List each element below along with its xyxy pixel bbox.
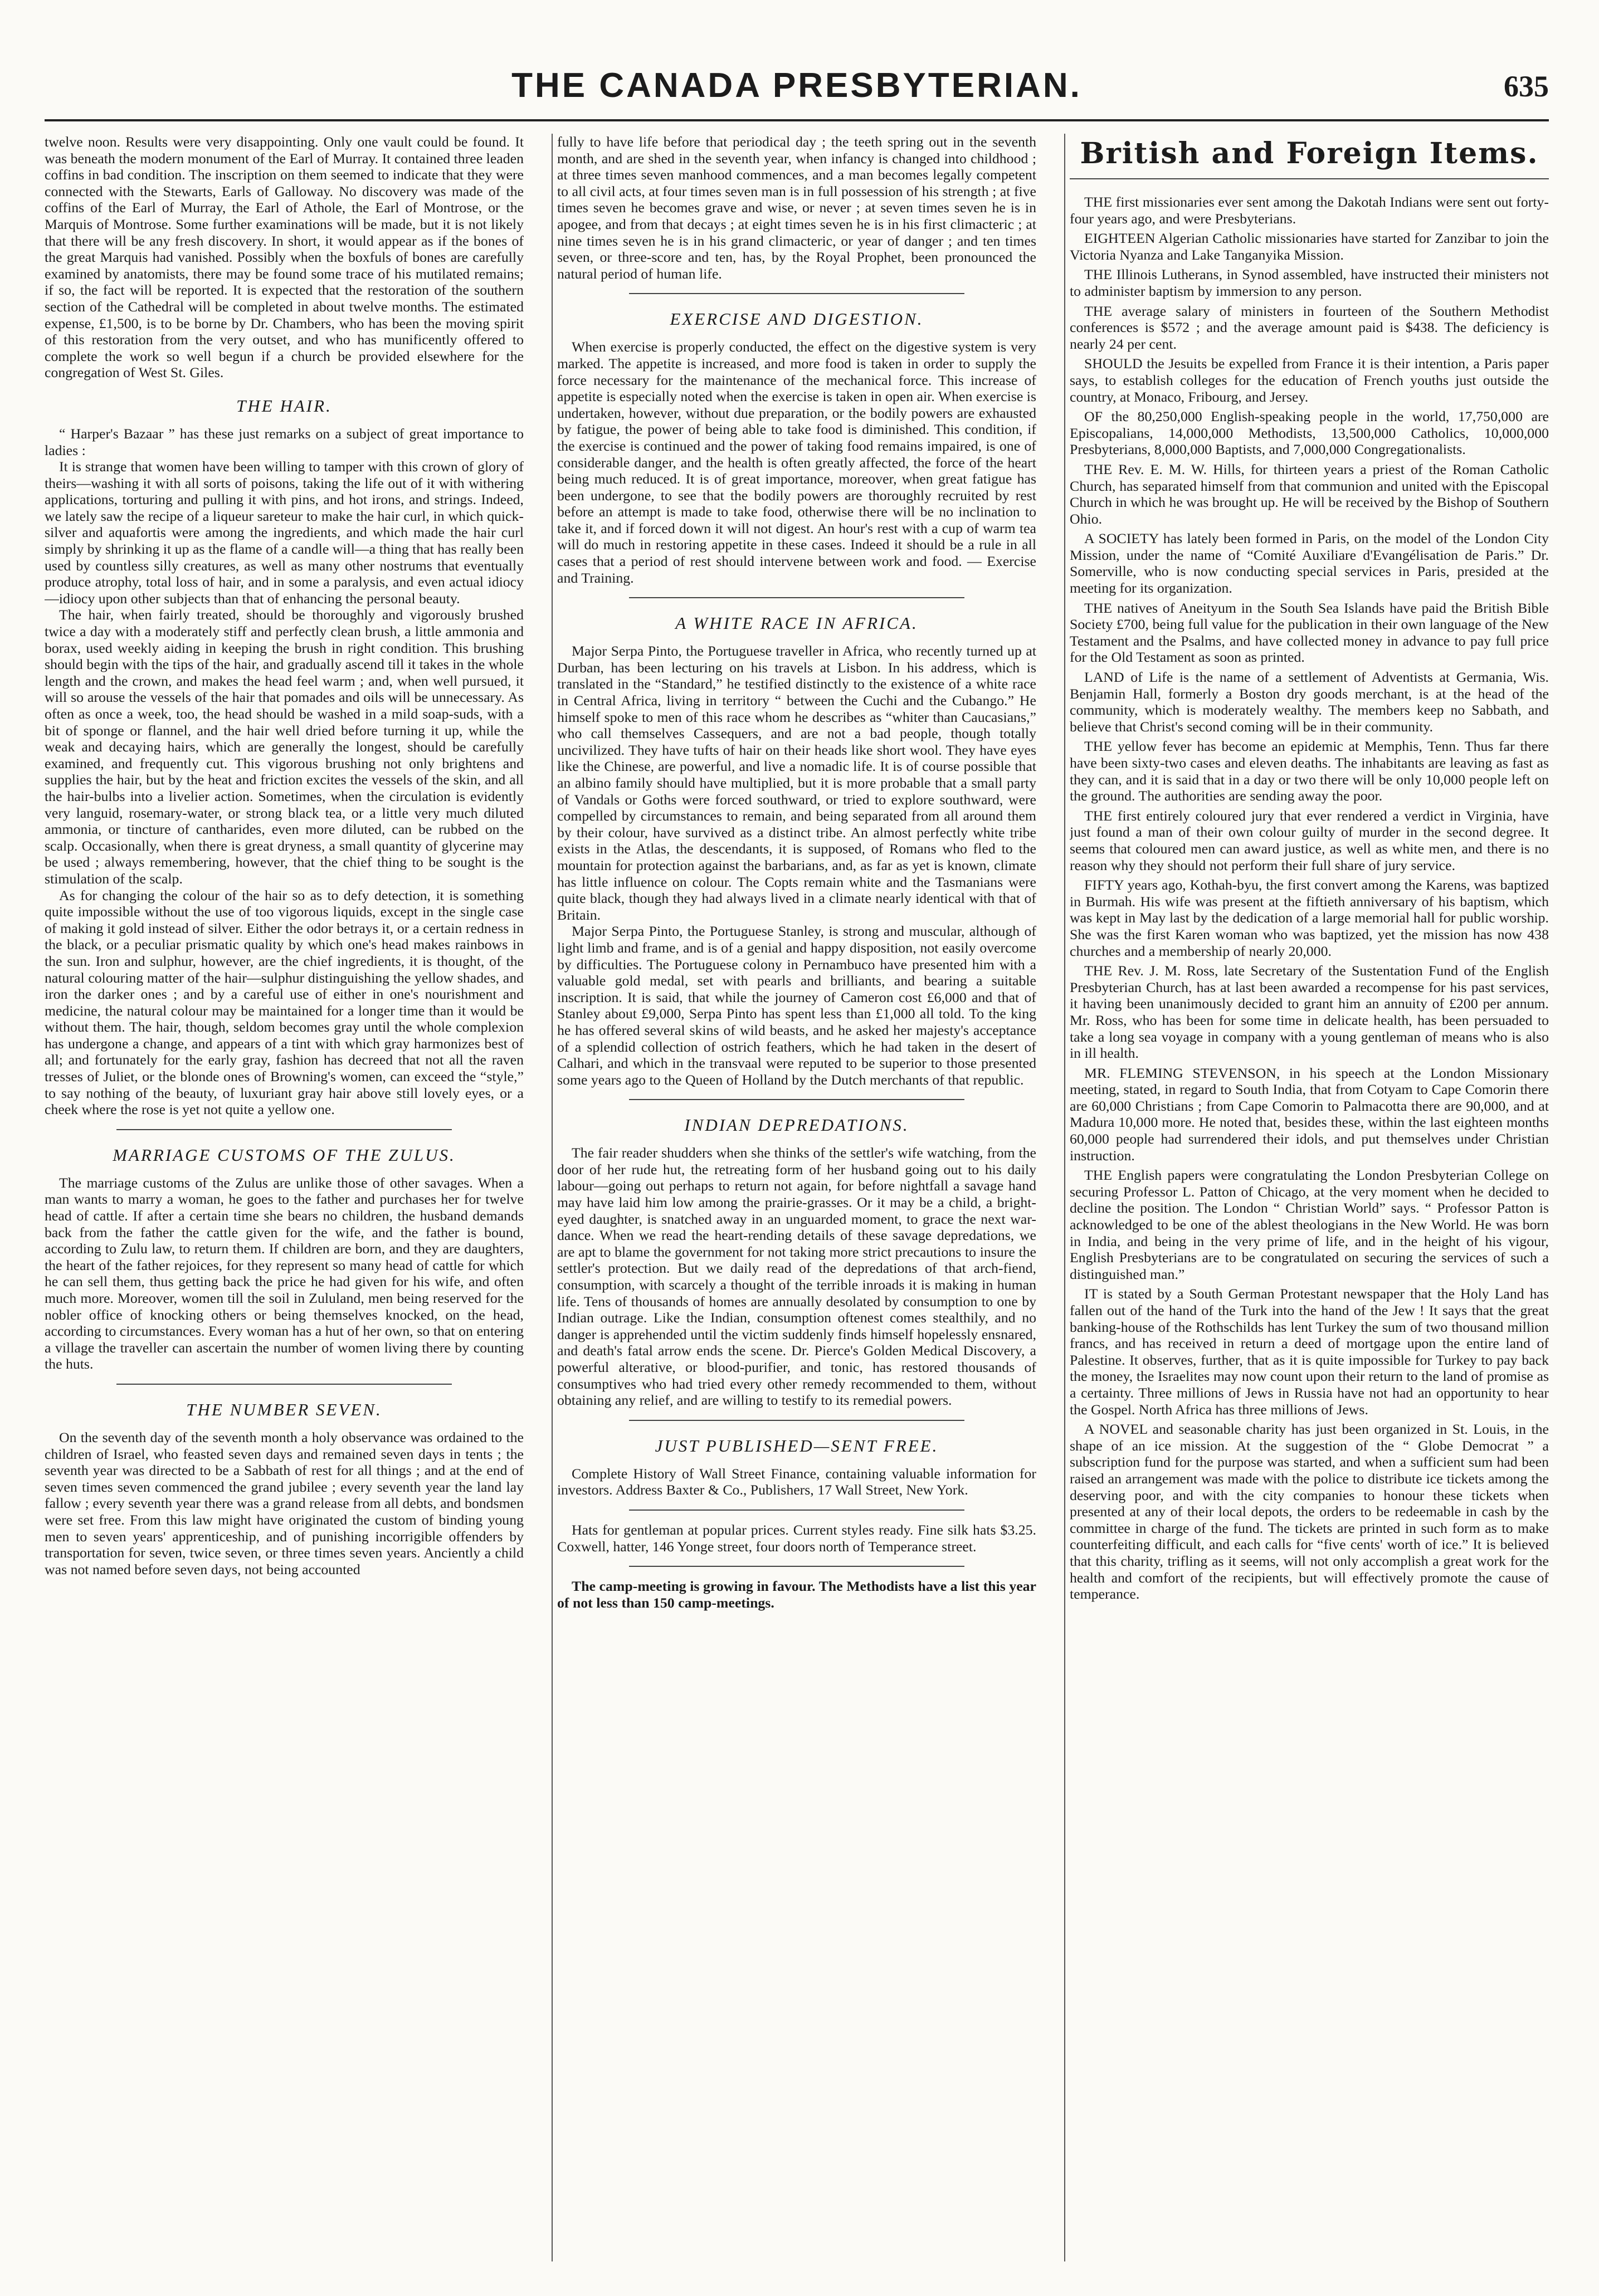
article-white-race [557,643,1036,1088]
article-seven-continued [557,134,1036,282]
paragraph: THE first entirely coloured jury that ever rendered a verdict in Virginia, have just found a man of their own colour guilty of murder in the second degree. It seems that coloured men can award justice, as well as white men, and there is no reason why they should not perform their full share of jury service. [1070,807,1549,873]
divider [629,1566,964,1567]
divider [116,1129,452,1130]
paragraph: THE average salary of ministers in fourteen of the Southern Methodist conferences is $572 ; and the average amount paid is $438. The deficiency is nearly 24 per cent. [1070,302,1549,352]
article-marriage-customs [45,1175,524,1372]
section-banner: British and Foreign Items. [1070,137,1549,179]
paragraph: Hats for gentleman at popular prices. Current styles ready. Fine silk hats $3.25. Coxwell, hatter, 146 Yonge street, four doors north of Temperance street. [557,1521,1036,1555]
masthead [45,66,1549,110]
paragraph: THE English papers were congratulating the London Presbyterian College on securing Professor L. Patton of Chicago, at the very moment when he decided to decline the position. The London “ Christian World” says. “ Professor Patton is acknowledged to be one of the ablest theologians in the New World. He was born in India, and being in the very prime of life, and in the height of his vigour, English Presbyterians are to be congratulated on securing the services of such a distinguished man.” [1070,1167,1549,1282]
heading-marriage-customs: MARRIAGE CUSTOMS OF THE ZULUS. [113,1145,456,1165]
paragraph: A SOCIETY has lately been formed in Paris, on the model of the London City Mission, under the name of “Comité Auxiliare d'Evangélisation de Paris.” Dr. Somerville, who is now conducting special services in Paris, presided at the meeting for its organization. [1070,530,1549,597]
paragraph: THE first missionaries ever sent among the Dakotah Indians were sent out forty-four years ago, and were Presbyterians. [1070,194,1549,227]
paragraph: The fair reader shudders when she thinks of the settler's wife watching, from the door of her rude hut, the retreating form of her husband going out to his daily labour—going out perhaps to return not again, for before nightfall a savage hand may have laid him low among the prairie-grasses. Or it may be a child, a bright-eyed daughter, is snatched away in an unguarded moment, to grace the next war-dance. When we read the heart-rending details of these savage depredations, we are apt to blame the government for not taking more strict precautions to insure the settler's protection. But we daily read of the depredations of that arch-fiend, consumption, with scarcely a thought of the terrible inroads it is making in human life. Tens of thousands of homes are annually desolated by consumption to one by Indian outrage. Like the Indian, consumption oftenest comes stealthily, and no danger is apprehended until the victim suddenly finds himself hopelessly ensnared, and death's fatal arrow ends the scene. Dr. Pierce's Golden Medical Discovery, a powerful alterative, or blood-purifier, and tonic, has restored thousands of consumptives who had tried every other remedy recommended to them, without obtaining any relief, and are willing to testify to its remedial powers. [557,1145,1036,1409]
notice-camp-meetings [557,1578,1036,1611]
paragraph: The camp-meeting is growing in favour. The Methodists have a list this year of not less than 150 camp-meetings. [557,1578,1036,1611]
column-3 [1070,134,1549,2267]
paragraph: FIFTY years ago, Kothah-byu, the first convert among the Karens, was baptized in Burmah. His wife was present at the fiftieth anniversary of his baptism, which was kept in May last by the dedication of a large memorial hall for public worship. She was the first Karen woman who was baptized, yet the mission has now 438 churches and a membership of nearly 20,000. [1070,877,1549,959]
heading-number-seven: THE NUMBER SEVEN. [186,1399,382,1419]
news-items [1070,194,1549,1603]
heading-the-hair: THE HAIR. [236,395,332,416]
newspaper-title: THE CANADA PRESBYTERIAN. [511,66,1082,105]
paragraph: OF the 80,250,000 English-speaking people in the world, 17,750,000 are Episcopalians, 14,000,000 Methodists, 13,500,000 Catholics, 10,000,000 Presbyterians, 8,000,000 Baptists, and 7,000,000 Congregationalists. [1070,408,1549,458]
paragraph: SHOULD the Jesuits be expelled from France it is their intention, a Paris paper says, to establish colleges for the education of French youths just outside the country, at Monaco, Fribourg, and Jersey. [1070,355,1549,405]
paragraph: Major Serpa Pinto, the Portuguese Stanley, is strong and muscular, although of light limb and frame, and is of a genial and happy disposition, not easily overcome by difficulties. The Portuguese colony in Pernambuco have presented him with a valuable gold medal, set with pearls and brilliants, and bearing a suitable inscription. It is said, that while the journey of Cameron cost £6,000 and that of Stanley about £9,000, Serpa Pinto has spent less than £1,000 all told. To the king he has offered several skins of wild beasts, and he asked her majesty's acceptance of a splendid collection of ostrich feathers, which he had taken in the desert of Calhari, and which in the transvaal were reputed to be superior to those presented some years ago to the Queen of Holland by the Dutch merchants of that republic. [557,923,1036,1088]
paragraph: LAND of Life is the name of a settlement of Adventists at Germania, Wis. Benjamin Hall, formerly a Boston dry goods merchant, is at the head of the community, which is moderately wealthy. The members keep no Sabbath, and believe that Christ's second coming will be in their community. [1070,669,1549,735]
paragraph: The marriage customs of the Zulus are unlike those of other savages. When a man wants to marry a woman, he goes to the father and purchases her for twelve head of cattle. If after a certain time she bears no children, the husband demands back from the father the cattle given for the wife, and the father is bound, according to Zulu law, to return them. If children are born, and they are daughters, the heart of the father rejoices, for they represent so many head of cattle for which he can sell them, thus getting back the price he had given for his wife, and often much more. Moreover, women till the soil in Zululand, men being reserved for the nobler office of knocking others or being themselves knocked, on the head, according to circumstances. Every woman has a hut of her own, so that on entering a village the traveller can ascertain the number of women living there by counting the huts. [45,1174,524,1372]
divider [629,597,964,598]
paragraph: A NOVEL and seasonable charity has just been organized in St. Louis, in the shape of an ice mission. At the suggestion of the “ Globe Democrat ” a subscription fund for the purpose was started, and when a sufficient sum had been raised an arrangement was made with the police to distribute ice tickets among the deserving poor, and with the city companies to honour these tickets when presented at any of their local depots, the orders to be redeemable in cash by the committee in charge of the fund. The tickets are printed in such form as to make counterfeiting difficult, and each calls for “five cents' worth of ice.” It is believed that this charity, trifling as it seems, will not only accomplish a great work for the health and comfort of the recipients, but will effectively promote the cause of temperance. [1070,1421,1549,1603]
paragraph: Major Serpa Pinto, the Portuguese traveller in Africa, who recently turned up at Durban, has been lecturing on his travels at Lisbon. In his address, which is translated in the “Standard,” he testified distinctly to the existence of a white race in Central Africa, living in territory “ between the Cuchi and the Cubango.” He himself spoke to men of this race whom he describes as “whiter than Caucasians,” who call themselves Cassequers, and are not a bad people, though totally uncivilized. They have tufts of hair on their heads like short wool. They have eyes like the Chinese, are powerful, and live a nomadic life. It is of course possible that an albino family should have multiplied, but it is more probable that a small party of Vandals or Goths were forced southward, or tried to explore southward, were compelled by circumstances to remain, and being separated from all around them by their colour, have survived as a distinct tribe. An almost perfectly white tribe exists in the Atlas, the descendants, it is supposed, of Romans who fled to the mountain for protection against the barbarians, and, as far as yet is known, climate has little influence on colour. The Copts remain white and the Tasmanians were quite black, though they had always lived in a climate nearly identical with that of Britain. [557,643,1036,923]
paragraph: IT is stated by a South German Protestant newspaper that the Holy Land has fallen out of the hand of the Turk into the hand of the Jew ! It says that the great banking-house of the Rothschilds has lent Turkey the sum of two thousand million francs, and has received in return a deed of mortgage upon the entire land of Palestine. It observes, further, that as it is quite impossible for Turkey to pay back the money, the Israelites may now count upon their return to the land of promise as a certainty. Three millions of Jews in Russia have not had an opportunity to hear the Gospel. North Africa has three millions of Jews. [1070,1286,1549,1418]
article-exercise-digestion [557,339,1036,586]
paragraph: THE yellow fever has become an epidemic at Memphis, Tenn. Thus far there have been sixty-two cases and eleven deaths. The inhabitants are leaving as fast as they can, and it is said that in a day or two there will be only 10,000 people left on the ground. The authorities are sending away the poor. [1070,738,1549,804]
divider [629,1420,964,1421]
article-the-hair [45,426,524,1118]
paragraph: fully to have life before that periodical day ; the teeth spring out in the seventh month, and are shed in the seventh year, when infancy is changed into childhood ; at three times seven manhood commences, and a man becomes legally competent to all civil acts, at four times seven man is in full possession of his strength ; at five times seven he becomes grave and wise, or never ; at seven times seven he is in apogee, and from that decays ; at eight times seven he is in his first climacteric ; at nine times seven he is in his grand climacteric, or year of danger ; and ten times seven, or three-score and ten, has, by the Royal Prophet, been pronounced the natural period of human life. [557,134,1036,282]
article-indian-depredations [557,1145,1036,1409]
heading-white-race: A WHITE RACE IN AFRICA. [675,613,918,633]
article-intro [45,134,524,381]
column-divider [1064,134,1065,2261]
divider [629,293,964,294]
notice-just-published [557,1465,1036,1498]
paragraph: “ Harper's Bazaar ” has these just remarks on a subject of great importance to ladies : [45,425,524,458]
paragraph: On the seventh day of the seventh month a holy observance was ordained to the children of Israel, who feasted seven days and remained seven days in tents ; the seventh year was directed to be a Sabbath of rest for all things ; and at the end of seven times seven commenced the grand jubilee ; every seventh year the land lay fallow ; every seventh year there was a grand release from all debts, and bondsmen were set free. From this law might have originated the custom of binding young men to seven years' apprenticeship, and of punishing incorrigible offenders by transportation for seven, twice seven, or three times seven years. Anciently a child was not named before seven days, not being accounted [45,1429,524,1577]
header-rule [45,119,1549,121]
paragraph: THE natives of Aneityum in the South Sea Islands have paid the British Bible Society £700, being full value for the publication in their own language of the New Testament and the Psalms, and have collected money in advance to pay full price for the Old Testament as soon as printed. [1070,599,1549,666]
article-number-seven [45,1429,524,1577]
paragraph: As for changing the colour of the hair so as to defy detection, it is something quite impossible without the use of too vigorous liquids, except in the single case of making it gold instead of silver. Either the odor betrays it, or a certain redness in the black, or a peculiar prismatic quality by which one's head makes rainbows in the sun. Iron and sulphur, however, are the chief ingredients, it is thought, of the natural colouring matter of the hair—sulphur distinguishing the yellow shades, and iron the darker ones ; and by a careful use of either in one's nourishment and medicine, the natural colour may be maintained for a longer time than it would be without them. The hair, though, seldom becomes gray until the whole complexion has undergone a change, and appears of a tint with which gray harmonizes best of all; and fortunately for the early gray, fashion has decreed that not all the raven tresses of Juliet, or the blonde ones of Browning's women, can exceed the “style,” to say nothing of the beauty, of luxuriant gray hair above still lovely eyes, or a cheek where the rose is yet not quite a yellow one. [45,887,524,1118]
heading-exercise-digestion: EXERCISE AND DIGESTION. [670,309,924,329]
paragraph: THE Rev. E. M. W. Hills, for thirteen years a priest of the Roman Catholic Church, has separated himself from that communion and united with the Episcopal Church in which he was brought up. He will be received by the Bishop of Southern Ohio. [1070,461,1549,527]
heading-indian-depredations: INDIAN DEPREDATIONS. [684,1115,909,1135]
page-number: 635 [1504,70,1549,103]
divider [629,1510,964,1511]
divider [116,1384,452,1385]
heading-just-published: JUST PUBLISHED—SENT FREE. [655,1435,939,1455]
column-1 [45,134,524,2267]
paragraph: It is strange that women have been willing to tamper with this crown of glory of theirs—washing it with all sorts of poisons, taking the life out of it with withering applications, torturing and pulling it with pins, and hot irons, and strings. Indeed, we lately saw the recipe of a liqueur sareteur to make the hair curl, in which quick-silver and aquafortis were among the ingredients, and which made the hair curl simply by shrinking it up as the flame of a candle will—a thing that has really been used by countless silly creatures, as well as many other nostrums that eventually produce atrophy, total loss of hair, and in some a paralysis, and even actual idiocy—idiocy upon other subjects than that of enhancing the personal beauty. [45,458,524,607]
column-divider [552,134,553,2261]
paragraph: Complete History of Wall Street Finance, containing valuable information for investors. Address Baxter & Co., Publishers, 17 Wall Street, New York. [557,1465,1036,1498]
paragraph: THE Rev. J. M. Ross, late Secretary of the Sustentation Fund of the English Presbyterian Church, has at last been awarded a recompense for his past services, it having been unanimously decided to grant him an annuity of £200 per annum. Mr. Ross, who has been for some time in delicate health, has been persuaded to take a long sea voyage in company with a young gentleman of means who is also in ill health. [1070,963,1549,1062]
notice-hats [557,1522,1036,1555]
column-2 [557,134,1036,2267]
paragraph: EIGHTEEN Algerian Catholic missionaries have started for Zanzibar to join the Victoria Nyanza and Lake Tanganyika Mission. [1070,230,1549,263]
paragraph: The hair, when fairly treated, should be thoroughly and vigorously brushed twice a day with a moderately stiff and perfectly clean brush, a little ammonia and borax, used weekly aiding in keeping the brush in right condition. This brushing should begin with the tips of the hair, and gradually ascend till it takes in the whole length and the crown, and makes the head feel warm ; and, when well pursued, it will so arouse the vessels of the hair that pomades and oils will be unnecessary. As often as once a week, too, the head should be washed in a mild soap-suds, with a bit of sponge or flannel, and the hair well dried before turning it up, while the weak and decaying hairs, which are generally the longest, should be carefully examined, and frequently cut. This vigorous brushing not only brightens and supplies the hair, but by the heat and friction excites the vessels of the skin, and all the hair-bulbs into a livelier action. Sometimes, when the circulation is evidently very languid, rosemary-water, or strong black tea, or a little very much diluted ammonia, or tincture of cantharides, even more diluted, can be rubbed on the scalp. Occasionally, when there is great dryness, a small quantity of glycerine may be used ; always remembering, however, that the chief thing to be sought is the stimulation of the scalp. [45,607,524,887]
paragraph: twelve noon. Results were very disappointing. Only one vault could be found. It was beneath the modern monument of the Earl of Murray. It contained three leaden coffins in bad condition. The inscription on them seemed to indicate that they were connected with the Stewarts, Earls of Galloway. No discovery was made of the coffins of the Earl of Murray, the Earl of Athole, the Earl of Montrose, or the Marquis of Montrose. Some further examinations will be made, but it is not likely that there will be any fresh discovery. In short, it would appear as if the bones of the great Marquis had vanished. Possibly when the boxfuls of bones are carefully examined by anatomists, there may be found some trace of his mutilated remains; if so, the fact will be reported. It is expected that the restoration of the southern section of the Cathedral will be completed in about twelve months. The estimated expense, £1,500, is to be borne by Dr. Chambers, who has been the moving spirit of this restoration from the very outset, and who has munificently offered to complete the work so well begun if a church be provided elsewhere for the congregation of West St. Giles. [45,134,524,381]
paragraph: THE Illinois Lutherans, in Synod assembled, have instructed their ministers not to administer baptism by immersion to any person. [1070,266,1549,299]
paragraph: When exercise is properly conducted, the effect on the digestive system is very marked. The appetite is increased, and more food is taken in order to supply the force necessary for the maintenance of the mechanical force. This increase of appetite is especially noted when the exercise is taken in open air. When exercise is undertaken, however, without due preparation, or the bodily powers are exhausted by fatigue, the power of being able to take food is diminished. This condition, if the exercise is continued and the power of taking food remains impaired, is one of considerable danger, and the health is often greatly affected, the force of the heart being much reduced. It is of great importance, moreover, when great fatigue has been undergone, to see that the bodily powers are thoroughly recruited by rest before an attempt is made to take food, otherwise there will be no inclination to take it, and if forced down it will not digest. An hour's rest with a cup of warm tea will do much in restoring appetite in these cases. Indeed it should be a rule in all cases that a period of rest should intervene between work and food. — Exercise and Training. [557,339,1036,586]
paragraph: MR. FLEMING STEVENSON, in his speech at the London Missionary meeting, stated, in regard to South India, that from Cotyam to Cape Comorin there are 60,000 Christians ; from Cape Comorin to Palmacotta there are 90,000, and at Madura 10,000 more. He noted that, besides these, within the last eighteen months 60,000 people had surrendered their idols, and put themselves under Christian instruction. [1070,1064,1549,1164]
divider [629,1099,964,1100]
